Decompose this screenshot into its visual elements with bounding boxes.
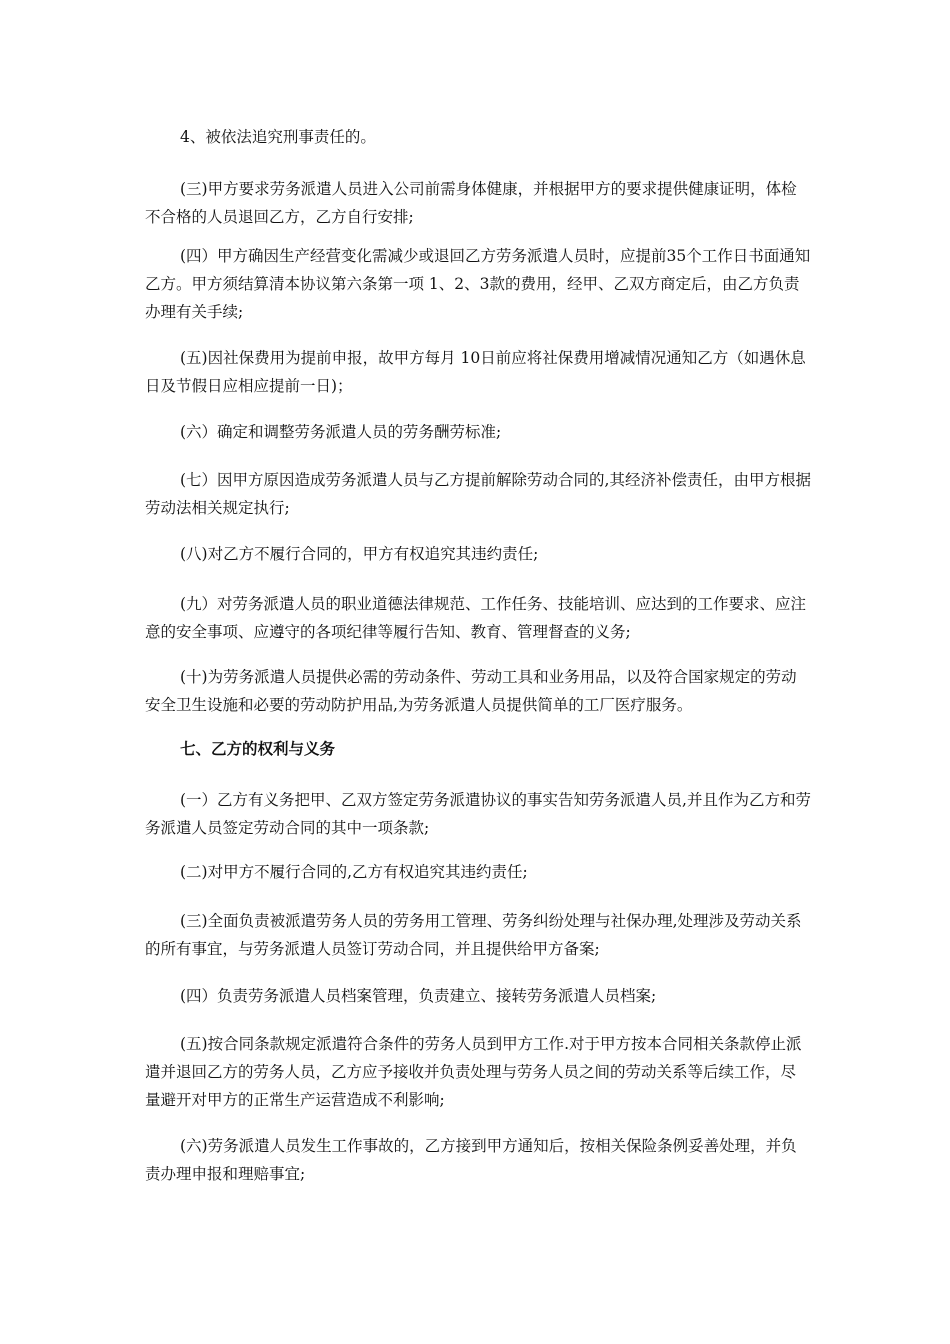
paragraph-b5-dispatch-workers: (五)按合同条款规定派遣符合条件的劳务人员到甲方工作.对于甲方按本合同相关条款停止派遣并退回乙方的劳务人员，乙方应予接收并负责处理与劳务人员之间的劳动关系等后续工作，尽量避开对甲方的正常生产运营造成不利影响; bbox=[145, 1035, 802, 1109]
paragraph-b3-labor-management: (三)全面负责被派遣劳务人员的劳务用工管理、劳务纠纷处理与社保办理,处理涉及劳动关系的所有事宜，与劳务派遣人员签订劳动合同，并且提供给甲方备案; bbox=[145, 912, 802, 958]
paragraph-9-notification-duties: (九）对劳务派遣人员的职业道德法律规范、工作任务、技能培训、应达到的工作要求、应注意的安全事项、应遵守的各项纪律等履行告知、教育、管理督查的义务; bbox=[145, 595, 807, 641]
section-heading-party-b-rights: 七、乙方的权利与义务 bbox=[180, 740, 336, 758]
paragraph-criminal-liability: 4、被依法追究刑事责任的。 bbox=[180, 128, 376, 146]
paragraph-6-compensation-standard: (六）确定和调整劳务派遣人员的劳务酬劳标准; bbox=[180, 423, 502, 441]
paragraph-b1-inform-workers: (一）乙方有义务把甲、乙双方签定劳务派遣协议的事实告知劳务派遣人员,并且作为乙方和劳务派遣人员签定劳动合同的其中一项条款; bbox=[145, 791, 811, 837]
paragraph-10-working-conditions: (十)为劳务派遣人员提供必需的劳动条件、劳动工具和业务用品，以及符合国家规定的劳动安全卫生设施和必要的劳动防护用品,为劳务派遣人员提供简单的工厂医疗服务。 bbox=[145, 668, 797, 714]
paragraph-b2-breach-liability: (二)对甲方不履行合同的,乙方有权追究其违约责任; bbox=[180, 863, 528, 881]
paragraph-5-social-insurance: (五)因社保费用为提前申报，故甲方每月 10日前应将社保费用增减情况通知乙方（如遇休息日及节假日应相应提前一日)； bbox=[145, 349, 806, 395]
paragraph-3-health-check: (三)甲方要求劳务派遣人员进入公司前需身体健康，并根据甲方的要求提供健康证明，体检不合格的人员退回乙方，乙方自行安排; bbox=[145, 180, 797, 226]
paragraph-8-breach-liability: (八)对乙方不履行合同的，甲方有权追究其违约责任; bbox=[180, 545, 539, 563]
paragraph-b4-records: (四）负责劳务派遣人员档案管理，负责建立、接转劳务派遣人员档案; bbox=[180, 987, 657, 1005]
paragraph-7-early-termination: (七）因甲方原因造成劳务派遣人员与乙方提前解除劳动合同的,其经济补偿责任，由甲方根据劳动法相关规定执行; bbox=[145, 471, 811, 517]
paragraph-4-reduce-staff: (四）甲方确因生产经营变化需减少或退回乙方劳务派遣人员时，应提前35个工作日书面通知乙方。甲方须结算清本协议第六条第一项 1、2、3款的费用，经甲、乙双方商定后，由乙方负责办理有关手续; bbox=[145, 247, 811, 321]
paragraph-b6-work-accidents: (六)劳务派遣人员发生工作事故的，乙方接到甲方通知后，按相关保险条例妥善处理，并负责办理申报和理赔事宜; bbox=[145, 1137, 797, 1183]
